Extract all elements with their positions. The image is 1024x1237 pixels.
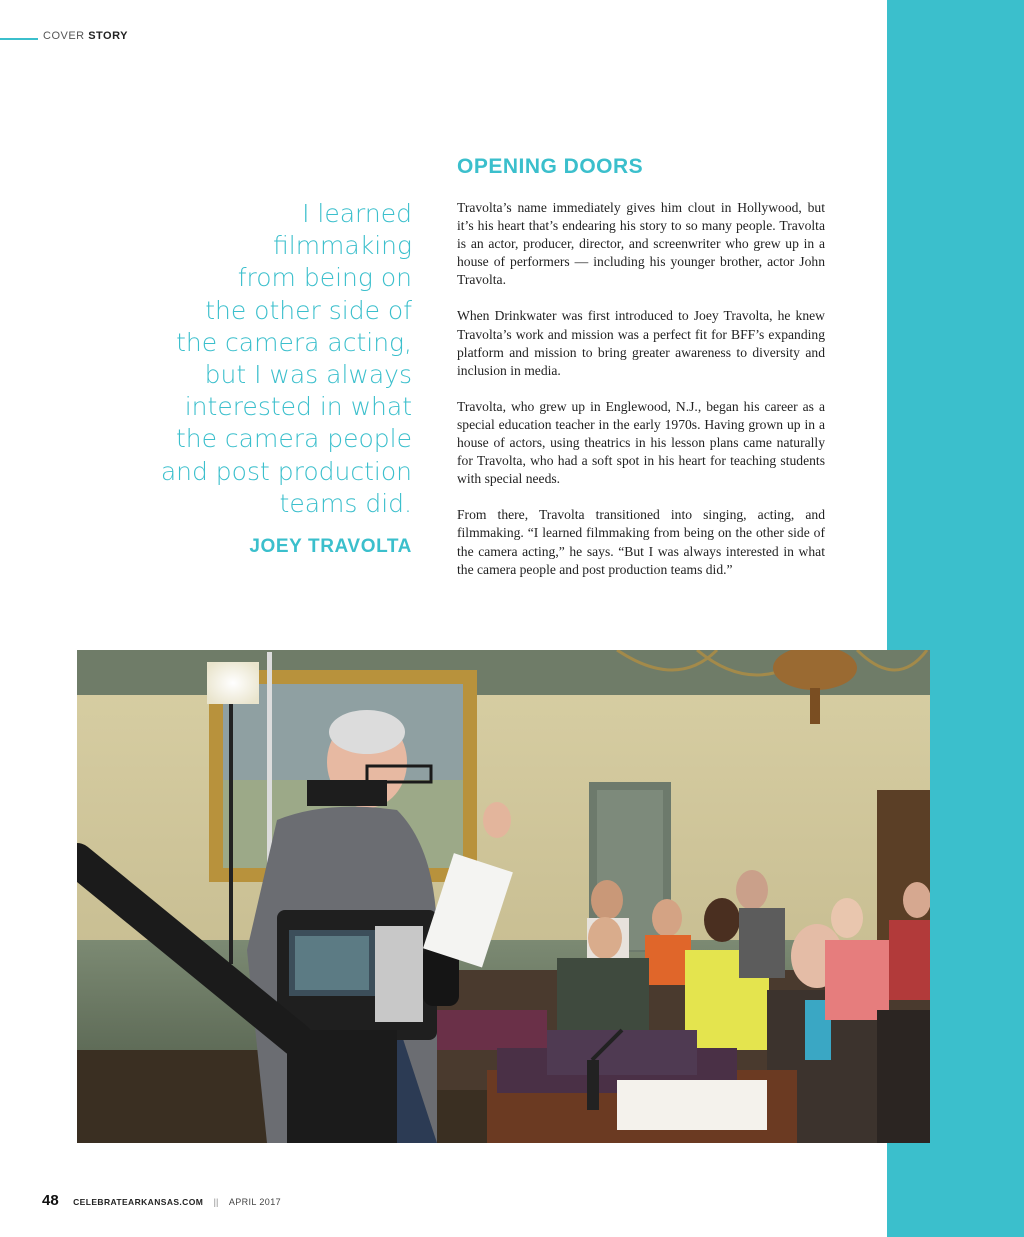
pull-quote-line: filmmaking	[273, 231, 412, 261]
footer-date: APRIL 2017	[228, 1197, 282, 1207]
article-photo	[77, 650, 930, 1143]
article-body	[457, 199, 825, 597]
article-paragraph: Travolta’s name immediately gives him clout in Hollywood, but it’s his heart that’s endearing his story to so many people. Travolta is an actor, producer, director, and screenwriter who grew up in a house of performers — including his younger brother, actor John Travolta.	[457, 200, 825, 288]
footer-site: CELEBRATEARKANSAS.COM	[73, 1197, 204, 1207]
pull-quote-author: JOEY TRAVOLTA	[249, 536, 412, 557]
pull-quote-line: from being on	[237, 263, 412, 293]
article-paragraph: From there, Travolta transitioned into singing, acting, and filmmaking. “I learned filmmaking from being on the other side of the camera acting,” he says. “But I was always interested in what the camera people and post production teams did.”	[457, 507, 825, 577]
pull-quote	[110, 198, 412, 520]
pull-quote-line: interested in what	[184, 392, 412, 422]
footer-separator: ||	[213, 1197, 219, 1207]
article-heading: OPENING DOORS	[457, 155, 644, 178]
pull-quote-line: the other side of	[205, 295, 412, 325]
page-number: 48	[42, 1192, 59, 1209]
pull-quote-line: teams did.	[279, 488, 412, 518]
section-label	[43, 30, 128, 42]
pull-quote-line: and post production	[160, 456, 412, 486]
pull-quote-line: the camera acting,	[176, 327, 412, 357]
pull-quote-line: the camera people	[175, 424, 412, 454]
pull-quote-line: but I was always	[204, 360, 412, 390]
pull-quote-line: I learned	[302, 199, 412, 228]
section-rule	[0, 38, 38, 40]
section-label-light: COVER	[43, 30, 85, 42]
page-footer	[42, 1192, 281, 1210]
article-paragraph: Travolta, who grew up in Englewood, N.J., began his career as a special education teacher in the early 1970s. Having grown up in a house of actors, using theatrics in his lesson plans came naturally for Travolta, who had a soft spot in his heart for teaching students with special needs.	[457, 398, 825, 487]
section-label-bold: STORY	[88, 30, 128, 42]
article-paragraph: When Drinkwater was first introduced to Joey Travolta, he knew Travolta’s work and mission was a perfect fit for BFF’s expanding platform and mission to bring greater awareness to diversity and inclusion in media.	[457, 308, 825, 378]
